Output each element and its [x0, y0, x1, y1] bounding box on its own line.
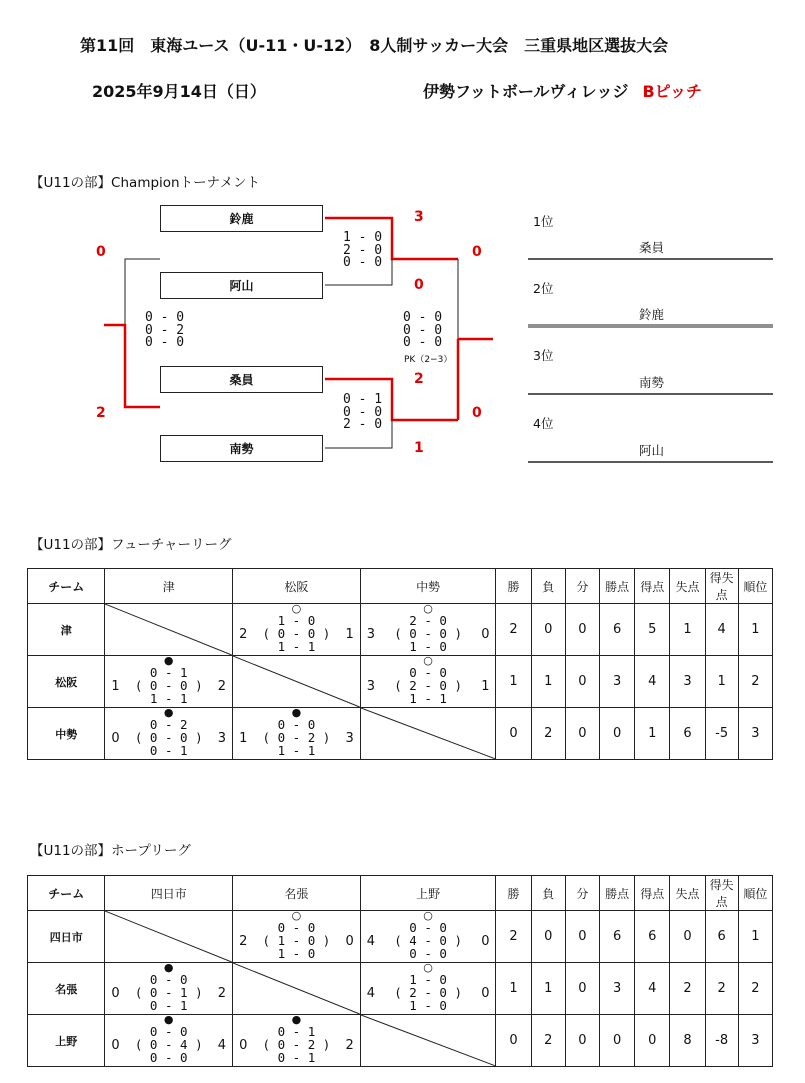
stat-goals-against: 2 [670, 963, 705, 1015]
match-cell [233, 1015, 361, 1067]
total-score-right: 0 [481, 986, 490, 1001]
match2-detail: 0 - 1 0 - 0 2 - 0 [343, 392, 383, 432]
stat-draws: 0 [565, 656, 599, 708]
header-col-3: 上野 [360, 876, 496, 911]
venue-name: 伊勢フットボールヴィレッジ [423, 82, 629, 101]
total-score-right: 3 [345, 731, 354, 746]
match2-score-bottom: 1 [414, 440, 424, 456]
match-cell [105, 963, 233, 1015]
match-cell [233, 604, 361, 656]
hope-section-title: 【U11の部】ホープリーグ [30, 843, 191, 859]
stat-points: 0 [600, 708, 635, 760]
period-scores: 1 - 0 ( 0 - 0 ) 1 - 1 [262, 613, 331, 654]
diagonal-line [361, 708, 496, 759]
rank-2-label: 2位 [533, 281, 554, 296]
match-cell [360, 604, 496, 656]
stat-wins: 0 [496, 708, 531, 760]
header-col-7: 勝点 [600, 569, 635, 604]
diagonal-line [233, 656, 360, 707]
bracket-lines [0, 0, 805, 500]
stat-draws: 0 [565, 1015, 599, 1067]
stat-rank: 3 [738, 1015, 772, 1067]
header-col-4: 勝 [496, 569, 531, 604]
header-col-10: 得失点 [705, 876, 738, 911]
bracket-team-2: 阿山 [160, 272, 323, 299]
header-col-5: 負 [531, 569, 565, 604]
header-team: チーム [28, 876, 105, 911]
total-score-left: 2 [239, 934, 248, 949]
third-score-top: 0 [96, 244, 106, 260]
match1-score-bottom: 0 [414, 277, 424, 293]
loss-mark: ● [163, 706, 174, 719]
stat-points: 6 [600, 604, 635, 656]
final-pk: PK（2−3） [404, 355, 453, 365]
final-score-bottom: 0 [472, 405, 482, 421]
stat-losses: 0 [531, 911, 565, 963]
total-score-right: 1 [345, 627, 354, 642]
stat-goals-against: 3 [670, 656, 705, 708]
row-team-name: 四日市 [28, 911, 105, 963]
period-scores: 1 - 0 ( 2 - 0 ) 1 - 0 [394, 972, 462, 1013]
header-team: チーム [28, 569, 105, 604]
stat-draws: 0 [565, 604, 599, 656]
match1-detail: 1 - 0 2 - 0 0 - 0 [343, 230, 383, 270]
match-cell [360, 911, 496, 963]
stat-losses: 1 [531, 963, 565, 1015]
stat-goal-difference: 6 [705, 911, 738, 963]
total-score-right: 0 [481, 627, 490, 642]
stat-goals-against: 8 [670, 1015, 705, 1067]
total-score-left: 3 [366, 679, 376, 694]
total-score-right: 0 [345, 934, 354, 949]
period-scores: 0 - 1 ( 0 - 2 ) 0 - 1 [262, 1024, 331, 1065]
stat-wins: 2 [496, 911, 531, 963]
tournament-title: 第11回 東海ユース（U-11・U-12） 8人制サッカー大会 三重県地区選抜大会 [80, 36, 669, 55]
match-cell [360, 963, 496, 1015]
stat-points: 3 [600, 656, 635, 708]
rank-3-team: 南勢 [639, 375, 665, 390]
stat-goal-difference: 2 [705, 963, 738, 1015]
total-score-left: 0 [239, 1038, 248, 1053]
bracket-team-4: 南勢 [160, 435, 323, 462]
bracket-team-1: 鈴鹿 [160, 205, 323, 232]
stat-draws: 0 [565, 708, 599, 760]
row-team-name: 松阪 [28, 656, 105, 708]
rank-3-label: 3位 [533, 348, 554, 363]
rank-1-label: 1位 [533, 214, 554, 229]
stat-goal-difference: -8 [705, 1015, 738, 1067]
self-match-cell [360, 1015, 496, 1067]
match-cell [233, 911, 361, 963]
rank-4-label: 4位 [533, 416, 554, 431]
stat-losses: 2 [531, 1015, 565, 1067]
header-col-9: 失点 [670, 876, 705, 911]
stat-rank: 1 [738, 604, 772, 656]
hope-league-table [27, 875, 773, 1067]
period-scores: 0 - 0 ( 2 - 0 ) 1 - 1 [394, 665, 462, 706]
win-mark: ○ [291, 602, 302, 615]
stat-rank: 3 [738, 708, 772, 760]
event-date: 2025年9月14日（日） [92, 82, 266, 101]
loss-mark: ● [291, 706, 302, 719]
win-mark: ○ [423, 961, 433, 974]
stat-wins: 1 [496, 656, 531, 708]
loss-mark: ● [163, 961, 174, 974]
match-cell [233, 708, 361, 760]
stat-goal-difference: -5 [705, 708, 738, 760]
row-team-name: 津 [28, 604, 105, 656]
match-cell [105, 656, 233, 708]
stat-goals-for: 0 [635, 1015, 670, 1067]
tournament-section-title: 【U11の部】Championトーナメント [30, 175, 261, 191]
header-col-6: 分 [565, 876, 599, 911]
period-scores: 0 - 0 ( 0 - 2 ) 1 - 1 [262, 717, 331, 758]
future-section-title: 【U11の部】フューチャーリーグ [30, 537, 232, 553]
header-col-7: 勝点 [600, 876, 635, 911]
loss-mark: ● [163, 1013, 174, 1026]
match2-score-top: 2 [414, 371, 424, 387]
header-col-4: 勝 [496, 876, 531, 911]
stat-goal-difference: 4 [705, 604, 738, 656]
self-match-cell [360, 708, 496, 760]
total-score-left: 1 [239, 731, 248, 746]
win-mark: ○ [423, 654, 433, 667]
diagonal-line [105, 604, 232, 655]
match1-score-top: 3 [414, 209, 424, 225]
win-mark: ○ [291, 909, 302, 922]
total-score-left: 2 [239, 627, 248, 642]
total-score-left: 0 [111, 1038, 120, 1053]
header-col-8: 得点 [635, 876, 670, 911]
self-match-cell [233, 656, 361, 708]
row-team-name: 上野 [28, 1015, 105, 1067]
stat-goals-for: 4 [635, 656, 670, 708]
win-mark: ○ [423, 909, 433, 922]
total-score-right: 2 [345, 1038, 354, 1053]
diagonal-line [361, 1015, 496, 1066]
header-col-5: 負 [531, 876, 565, 911]
rank-4-team: 阿山 [639, 443, 665, 458]
header-col-1: 津 [105, 569, 233, 604]
match-cell [105, 1015, 233, 1067]
period-scores: 0 - 0 ( 4 - 0 ) 0 - 0 [394, 920, 462, 961]
stat-goals-against: 6 [670, 708, 705, 760]
header-col-1: 四日市 [105, 876, 233, 911]
match-cell [105, 708, 233, 760]
total-score-right: 2 [217, 679, 227, 694]
header-col-6: 分 [565, 569, 599, 604]
stat-wins: 2 [496, 604, 531, 656]
stat-points: 6 [600, 911, 635, 963]
period-scores: 0 - 2 ( 0 - 0 ) 0 - 1 [134, 717, 203, 758]
header-col-11: 順位 [738, 569, 772, 604]
stat-goals-for: 6 [635, 911, 670, 963]
total-score-right: 1 [481, 679, 490, 694]
header-col-3: 中勢 [360, 569, 496, 604]
stat-wins: 1 [496, 963, 531, 1015]
stat-losses: 0 [531, 604, 565, 656]
total-score-left: 3 [366, 627, 376, 642]
total-score-left: 0 [111, 731, 120, 746]
third-score-bottom: 2 [96, 405, 106, 421]
period-scores: 0 - 0 ( 1 - 0 ) 1 - 0 [262, 920, 331, 961]
stat-goals-against: 1 [670, 604, 705, 656]
stat-rank: 1 [738, 911, 772, 963]
diagonal-line [105, 911, 232, 962]
total-score-left: 4 [366, 986, 376, 1001]
stat-goals-against: 0 [670, 911, 705, 963]
final-detail: 0 - 0 0 - 0 0 - 0 [403, 310, 443, 350]
total-score-right: 0 [481, 934, 490, 949]
self-match-cell [105, 911, 233, 963]
period-scores: 0 - 0 ( 0 - 4 ) 0 - 0 [134, 1024, 203, 1065]
stat-goals-for: 5 [635, 604, 670, 656]
total-score-right: 4 [217, 1038, 227, 1053]
loss-mark: ● [163, 654, 174, 667]
stat-points: 3 [600, 963, 635, 1015]
self-match-cell [233, 963, 361, 1015]
stat-draws: 0 [565, 963, 599, 1015]
header-col-2: 松阪 [233, 569, 361, 604]
stat-losses: 2 [531, 708, 565, 760]
period-scores: 0 - 0 ( 0 - 1 ) 0 - 1 [134, 972, 203, 1013]
total-score-left: 1 [111, 679, 120, 694]
pitch-name: Bピッチ [642, 82, 703, 101]
stat-losses: 1 [531, 656, 565, 708]
stat-points: 0 [600, 1015, 635, 1067]
header-col-10: 得失点 [705, 569, 738, 604]
stat-goals-for: 4 [635, 963, 670, 1015]
total-score-right: 3 [217, 731, 227, 746]
third-detail: 0 - 0 0 - 2 0 - 0 [145, 310, 185, 350]
stat-goal-difference: 1 [705, 656, 738, 708]
header-col-11: 順位 [738, 876, 772, 911]
self-match-cell [105, 604, 233, 656]
total-score-left: 4 [366, 934, 376, 949]
stat-wins: 0 [496, 1015, 531, 1067]
stat-goals-for: 1 [635, 708, 670, 760]
bracket-team-3: 桑員 [160, 366, 323, 393]
row-team-name: 名張 [28, 963, 105, 1015]
diagonal-line [233, 963, 360, 1014]
header-col-2: 名張 [233, 876, 361, 911]
final-score-top: 0 [472, 244, 482, 260]
period-scores: 2 - 0 ( 0 - 0 ) 1 - 0 [394, 613, 462, 654]
win-mark: ○ [423, 602, 433, 615]
future-league-table [27, 568, 773, 760]
row-team-name: 中勢 [28, 708, 105, 760]
match-cell [360, 656, 496, 708]
stat-draws: 0 [565, 911, 599, 963]
stat-rank: 2 [738, 656, 772, 708]
header-col-9: 失点 [670, 569, 705, 604]
stat-rank: 2 [738, 963, 772, 1015]
total-score-left: 0 [111, 986, 120, 1001]
loss-mark: ● [291, 1013, 302, 1026]
total-score-right: 2 [217, 986, 227, 1001]
period-scores: 0 - 1 ( 0 - 0 ) 1 - 1 [134, 665, 203, 706]
rank-1-team: 桑員 [639, 240, 665, 255]
rank-2-team: 鈴鹿 [639, 307, 665, 322]
header-col-8: 得点 [635, 569, 670, 604]
